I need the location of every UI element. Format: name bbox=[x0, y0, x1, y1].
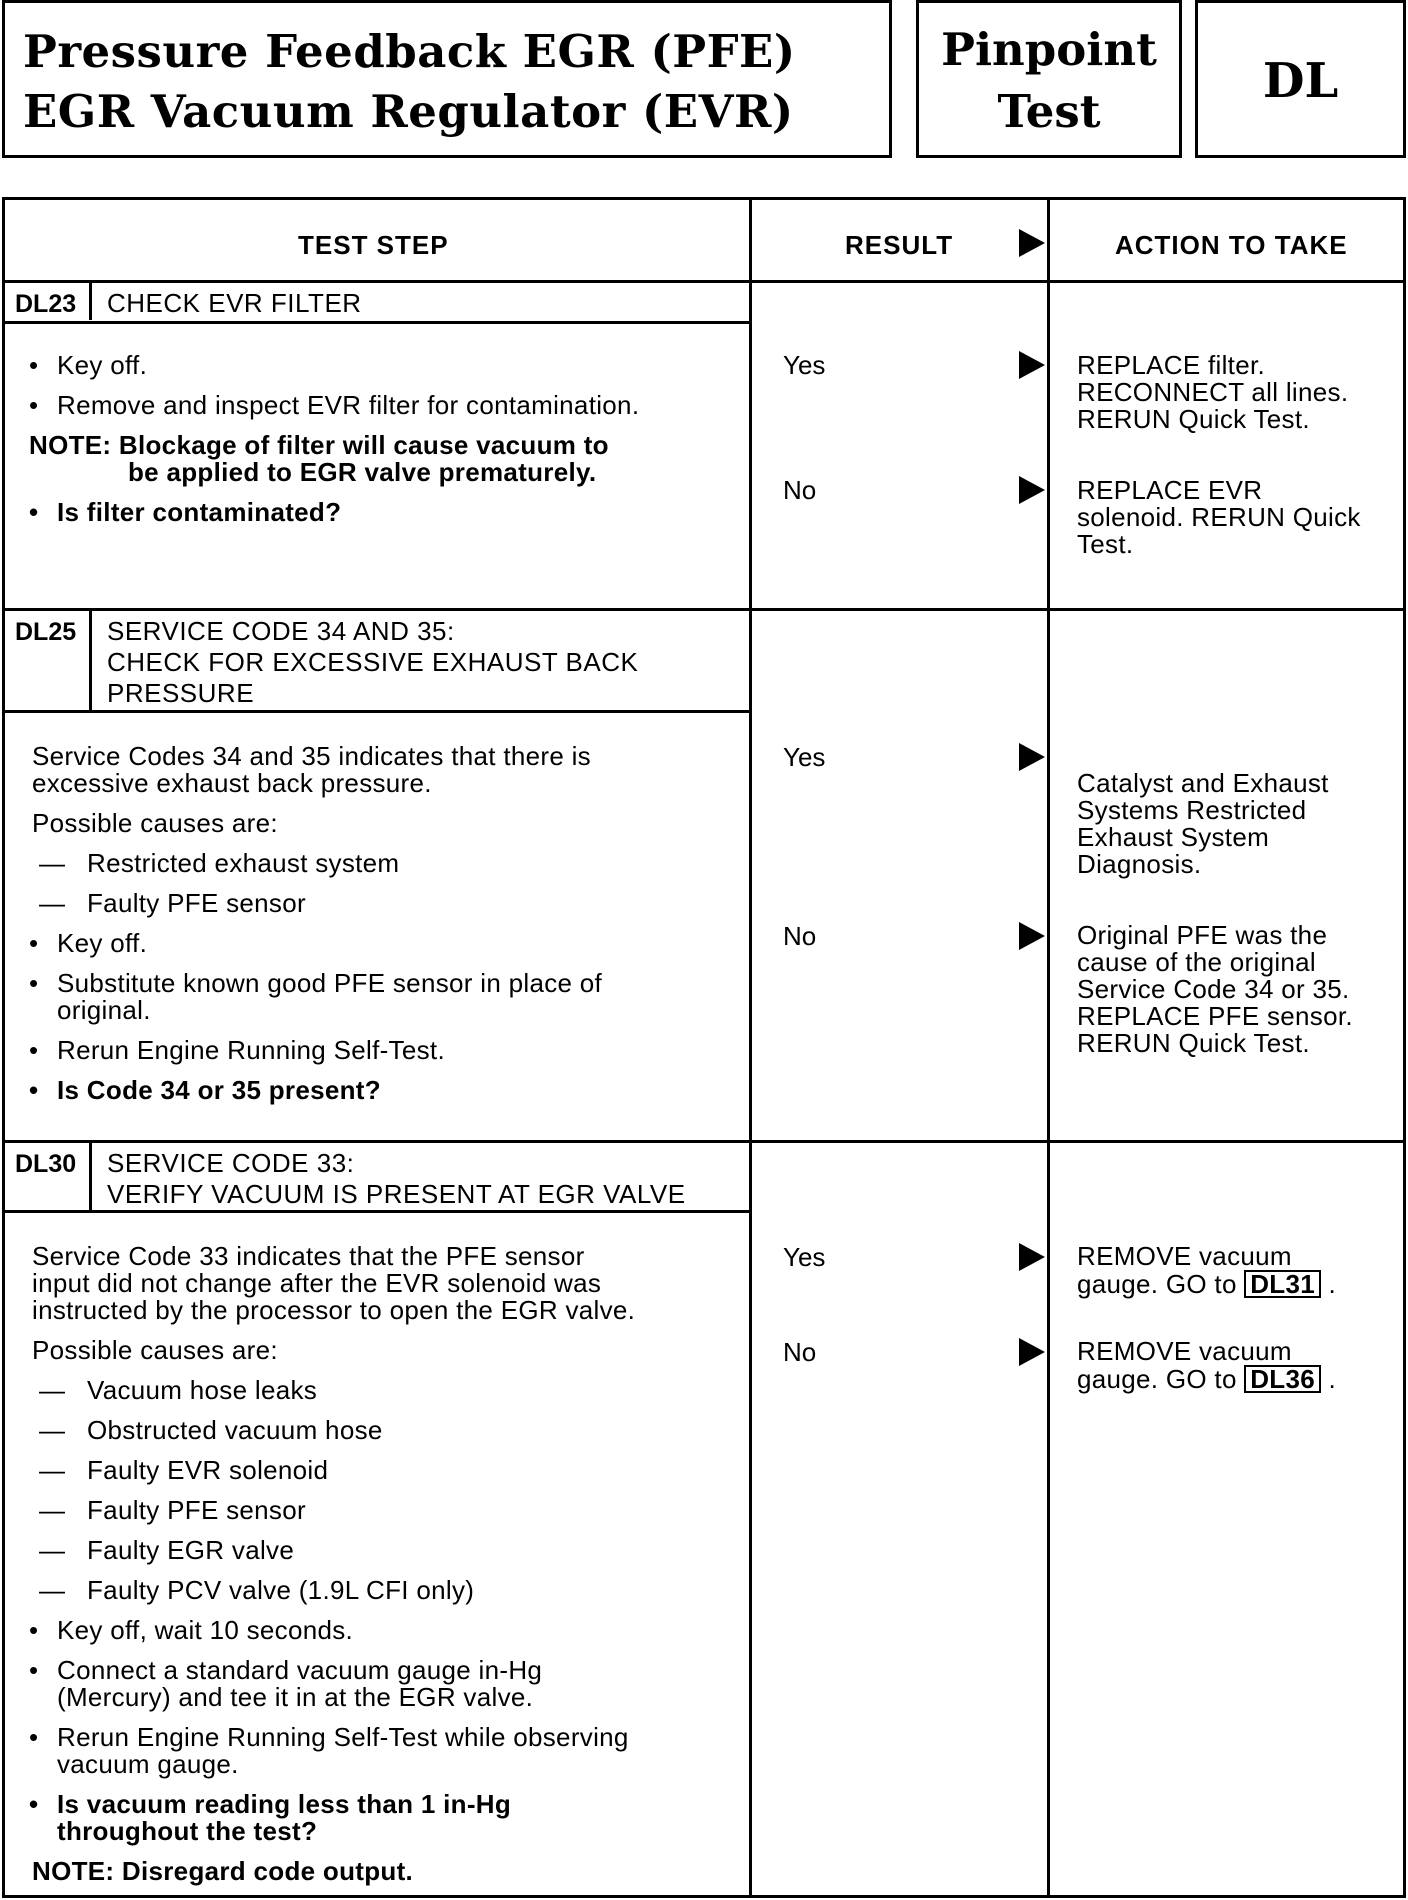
bullet-icon: • bbox=[29, 1789, 39, 1819]
step-text: instructed by the processor to open the EGR valve. bbox=[32, 1295, 636, 1325]
step-text: Remove and inspect EVR filter for contamination. bbox=[57, 390, 640, 420]
action-line: Test. bbox=[1077, 529, 1134, 559]
step-id: DL23 bbox=[15, 290, 77, 318]
step-id: DL30 bbox=[15, 1150, 77, 1178]
step-text: Service Code 33 indicates that the PFE sensor bbox=[32, 1241, 585, 1271]
action-text: . bbox=[1328, 1364, 1337, 1394]
step-divider bbox=[5, 1140, 1403, 1143]
bullet-icon: • bbox=[29, 968, 39, 998]
step-text: Possible causes are: bbox=[32, 808, 278, 838]
dash-icon: — bbox=[39, 1415, 65, 1445]
action-line: cause of the original bbox=[1077, 947, 1317, 977]
step-text: original. bbox=[57, 995, 151, 1025]
step-cause: Faulty PFE sensor bbox=[87, 1495, 306, 1525]
test-code-box bbox=[1195, 0, 1406, 158]
step-reference-dl31[interactable]: DL31 bbox=[1244, 1270, 1321, 1298]
step-title bbox=[107, 616, 638, 709]
dash-icon: — bbox=[39, 1455, 65, 1485]
step-title-divider bbox=[5, 1210, 749, 1213]
action-line: REPLACE filter. bbox=[1077, 350, 1266, 380]
action-line bbox=[1077, 1270, 1336, 1298]
result-yes: Yes bbox=[783, 742, 826, 772]
result-arrow-icon bbox=[1019, 476, 1045, 504]
step-id-divider bbox=[89, 1140, 92, 1210]
result-yes: Yes bbox=[783, 1242, 826, 1272]
step-text: Service Codes 34 and 35 indicates that there is bbox=[32, 741, 591, 771]
action-yes bbox=[1077, 1243, 1336, 1298]
action-line: RERUN Quick Test. bbox=[1077, 1028, 1310, 1058]
header-action: ACTION TO TAKE bbox=[1115, 230, 1348, 260]
header-divider bbox=[5, 280, 1403, 283]
action-line: REMOVE vacuum bbox=[1077, 1241, 1292, 1271]
bullet-icon: • bbox=[29, 1722, 39, 1752]
step-text: Possible causes are: bbox=[32, 1335, 278, 1365]
step-id: DL25 bbox=[15, 618, 77, 646]
step-title-divider bbox=[5, 710, 749, 713]
step-title-line: SERVICE CODE 33: bbox=[107, 1148, 355, 1178]
step-text: input did not change after the EVR solenoid was bbox=[32, 1268, 602, 1298]
action-line: REPLACE PFE sensor. bbox=[1077, 1001, 1353, 1031]
result-arrow-icon bbox=[1019, 1243, 1045, 1271]
action-text: gauge. GO to bbox=[1077, 1364, 1237, 1394]
step-id-divider bbox=[89, 280, 92, 320]
step-question: Is filter contaminated? bbox=[57, 497, 342, 527]
step-note: NOTE: Blockage of filter will cause vacuum to bbox=[29, 430, 609, 460]
result-yes: Yes bbox=[783, 350, 826, 380]
step-id-divider bbox=[89, 608, 92, 710]
action-no bbox=[1077, 922, 1353, 1057]
step-title-line: CHECK FOR EXCESSIVE EXHAUST BACK bbox=[107, 647, 639, 677]
bullet-icon: • bbox=[29, 1615, 39, 1645]
bullet-icon: • bbox=[29, 1075, 39, 1105]
action-no bbox=[1077, 1338, 1336, 1393]
action-line: RERUN Quick Test. bbox=[1077, 404, 1310, 434]
step-text: Key off. bbox=[57, 928, 148, 958]
dash-icon: — bbox=[39, 888, 65, 918]
result-arrow-icon bbox=[1019, 1338, 1045, 1366]
action-no bbox=[1077, 477, 1361, 558]
step-question: Is vacuum reading less than 1 in-Hg bbox=[57, 1789, 512, 1819]
result-no: No bbox=[783, 475, 817, 505]
dash-icon: — bbox=[39, 1375, 65, 1405]
action-text: gauge. GO to bbox=[1077, 1269, 1237, 1299]
pinpoint-line-2: Test bbox=[997, 85, 1101, 138]
step-question: Is Code 34 or 35 present? bbox=[57, 1075, 381, 1105]
action-line: solenoid. RERUN Quick bbox=[1077, 502, 1361, 532]
step-text: Key off, wait 10 seconds. bbox=[57, 1615, 354, 1645]
dash-icon: — bbox=[39, 848, 65, 878]
pinpoint-table bbox=[2, 197, 1406, 1898]
step-cause: Faulty EGR valve bbox=[87, 1535, 295, 1565]
bullet-icon: • bbox=[29, 1655, 39, 1685]
title-line-1: Pressure Feedback EGR (PFE) bbox=[23, 25, 796, 78]
step-text: Rerun Engine Running Self-Test. bbox=[57, 1035, 445, 1065]
action-line: Systems Restricted bbox=[1077, 795, 1307, 825]
column-divider-action bbox=[1047, 200, 1050, 1895]
result-arrow-icon bbox=[1019, 351, 1045, 379]
step-title-line: PRESSURE bbox=[107, 678, 255, 708]
bullet-icon: • bbox=[29, 497, 39, 527]
result-arrow-icon bbox=[1019, 743, 1045, 771]
result-no: No bbox=[783, 1337, 817, 1367]
step-cause: Vacuum hose leaks bbox=[87, 1375, 318, 1405]
step-question: throughout the test? bbox=[57, 1816, 318, 1846]
header-result: RESULT bbox=[845, 230, 954, 260]
action-line bbox=[1077, 1365, 1336, 1393]
step-cause: Faulty EVR solenoid bbox=[87, 1455, 329, 1485]
action-line: Original PFE was the bbox=[1077, 920, 1328, 950]
action-line: Diagnosis. bbox=[1077, 849, 1202, 879]
test-code: DL bbox=[1262, 53, 1339, 109]
result-arrow-icon bbox=[1019, 922, 1045, 950]
step-title bbox=[107, 1148, 686, 1210]
step-text: excessive exhaust back pressure. bbox=[32, 768, 432, 798]
dash-icon: — bbox=[39, 1535, 65, 1565]
step-text: Key off. bbox=[57, 350, 148, 380]
result-no: No bbox=[783, 921, 817, 951]
step-note: be applied to EGR valve prematurely. bbox=[128, 457, 597, 487]
action-text: . bbox=[1328, 1269, 1337, 1299]
action-line: REPLACE EVR bbox=[1077, 475, 1263, 505]
action-line: RECONNECT all lines. bbox=[1077, 377, 1349, 407]
bullet-icon: • bbox=[29, 1035, 39, 1065]
dash-icon: — bbox=[39, 1575, 65, 1605]
step-title-line: SERVICE CODE 34 AND 35: bbox=[107, 616, 455, 646]
step-title-divider bbox=[5, 321, 749, 324]
action-line: Service Code 34 or 35. bbox=[1077, 974, 1350, 1004]
bullet-icon: • bbox=[29, 350, 39, 380]
step-reference-dl36[interactable]: DL36 bbox=[1244, 1365, 1321, 1393]
step-text: Rerun Engine Running Self-Test while observing bbox=[57, 1722, 629, 1752]
bullet-icon: • bbox=[29, 390, 39, 420]
title-box bbox=[2, 0, 892, 158]
action-line: Exhaust System bbox=[1077, 822, 1270, 852]
action-yes bbox=[1077, 352, 1348, 433]
action-line: REMOVE vacuum bbox=[1077, 1336, 1292, 1366]
step-title-line: VERIFY VACUUM IS PRESENT AT EGR VALVE bbox=[107, 1179, 686, 1209]
header-arrow-icon bbox=[1019, 229, 1045, 257]
step-cause: Obstructed vacuum hose bbox=[87, 1415, 383, 1445]
bullet-icon: • bbox=[29, 928, 39, 958]
step-divider bbox=[5, 608, 1403, 611]
action-yes bbox=[1077, 770, 1329, 878]
pinpoint-test-box bbox=[916, 0, 1182, 158]
step-text: vacuum gauge. bbox=[57, 1749, 239, 1779]
action-line: Catalyst and Exhaust bbox=[1077, 768, 1329, 798]
step-note: NOTE: Disregard code output. bbox=[32, 1856, 414, 1886]
dash-icon: — bbox=[39, 1495, 65, 1525]
step-cause: Faulty PCV valve (1.9L CFI only) bbox=[87, 1575, 475, 1605]
step-cause: Faulty PFE sensor bbox=[87, 888, 306, 918]
step-title: CHECK EVR FILTER bbox=[107, 288, 362, 318]
column-divider-result bbox=[749, 200, 752, 1895]
pinpoint-line-1: Pinpoint bbox=[941, 23, 1157, 76]
step-cause: Restricted exhaust system bbox=[87, 848, 400, 878]
title-line-2: EGR Vacuum Regulator (EVR) bbox=[23, 85, 794, 138]
step-text: Substitute known good PFE sensor in place of bbox=[57, 968, 603, 998]
step-text: (Mercury) and tee it in at the EGR valve. bbox=[57, 1682, 534, 1712]
step-text: Connect a standard vacuum gauge in-Hg bbox=[57, 1655, 543, 1685]
header-test-step: TEST STEP bbox=[298, 230, 449, 260]
